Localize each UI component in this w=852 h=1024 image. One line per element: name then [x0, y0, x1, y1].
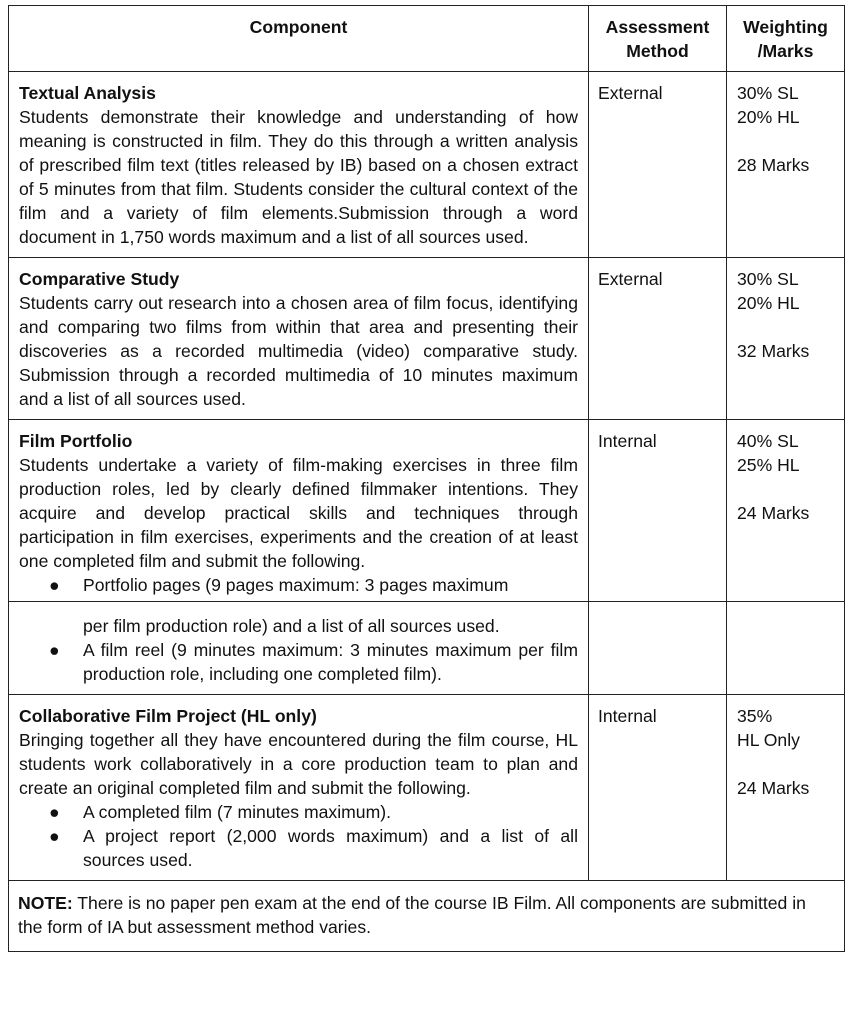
marks-value: 32 Marks [737, 341, 810, 361]
method-cell [589, 258, 727, 420]
weighting-cell [727, 258, 845, 420]
weight-line-2: 20% HL [737, 293, 800, 313]
component-title: Collaborative Film Project (HL only) [19, 706, 317, 726]
bullet-list [19, 638, 578, 686]
weighting-cell [727, 695, 845, 881]
note-text: There is no paper pen exam at the end of the course IB Film. All components are submitted in the form of IA but assessment method varies. [18, 893, 806, 937]
table-row [9, 72, 845, 258]
table-row [9, 258, 845, 420]
component-description: Students carry out research into a chosen area of film focus, identifying and comparing two films from within that area and presenting their discoveries as a recorded multimedia (video) comparative study. Submission through a recorded multimedia of 10 minutes maximum and a list of all sources used. [19, 293, 578, 409]
weighting-cell [727, 602, 845, 695]
component-cell [9, 695, 589, 881]
bullet-icon: ● [49, 575, 60, 595]
component-cell [9, 602, 589, 695]
weight-line-2: HL Only [737, 730, 800, 750]
header-weight-line2: /Marks [757, 41, 814, 61]
method-cell [589, 420, 727, 602]
marks-value: 24 Marks [737, 503, 810, 523]
method-cell [589, 602, 727, 695]
header-row [9, 6, 845, 72]
method-value: Internal [598, 431, 657, 451]
component-cell [9, 72, 589, 258]
method-value: External [598, 83, 663, 103]
method-value: External [598, 269, 663, 289]
bullet-icon: ● [49, 640, 60, 660]
weighting-cell [727, 420, 845, 602]
component-description: Bringing together all they have encountered during the film course, HL students work collaboratively in a core production team to plan and create an original completed film and submit the following. [19, 730, 578, 798]
list-item [19, 638, 578, 686]
component-description: Students demonstrate their knowledge and understanding of how meaning is constructed in film. They do this through a written analysis of prescribed film text (titles released by IB) based on a chosen extract of 5 minutes from that film. Students consider the cultural context of the film and a variety of film elements.Submission through a word document in 1,750 words maximum and a list of all sources used. [19, 107, 578, 247]
method-cell [589, 695, 727, 881]
list-item [19, 573, 578, 597]
bullet-icon: ● [49, 826, 60, 846]
bullet-list [19, 800, 578, 872]
table-row-continuation [9, 602, 845, 695]
method-cell [589, 72, 727, 258]
assessment-table [8, 5, 845, 952]
method-value: Internal [598, 706, 657, 726]
weight-line-2: 20% HL [737, 107, 800, 127]
header-component [9, 6, 589, 72]
weight-line-1: 40% SL [737, 431, 799, 451]
header-method [589, 6, 727, 72]
bullet-text: A film reel (9 minutes maximum: 3 minutes maximum per film production role, including one completed film). [83, 640, 578, 684]
note-row [9, 881, 845, 952]
marks-value: 24 Marks [737, 778, 810, 798]
component-title: Comparative Study [19, 269, 180, 289]
table-row [9, 695, 845, 881]
note-cell [9, 881, 845, 952]
component-description: Students undertake a variety of film-making exercises in three film production roles, led by clearly defined filmmaker intentions. They acquire and develop practical skills and techniques through participation in film exercises, experiments and the creation of at least one completed film and submit the following. [19, 455, 578, 571]
bullet-text: Portfolio pages (9 pages maximum: 3 pages maximum [83, 575, 509, 595]
weighting-cell [727, 72, 845, 258]
bullet-icon: ● [49, 802, 60, 822]
header-weight-line1: Weighting [743, 17, 828, 37]
marks-value: 28 Marks [737, 155, 810, 175]
bullet-text: A completed film (7 minutes maximum). [83, 802, 391, 822]
weight-line-1: 30% SL [737, 83, 799, 103]
weight-line-2: 25% HL [737, 455, 800, 475]
list-item [19, 800, 578, 824]
bullet-list [19, 573, 578, 597]
weight-line-1: 30% SL [737, 269, 799, 289]
header-weighting [727, 6, 845, 72]
header-method-line1: Assessment [605, 17, 710, 37]
component-title: Textual Analysis [19, 83, 156, 103]
header-component-label: Component [249, 17, 348, 37]
weight-line-1: 35% [737, 706, 773, 726]
component-cell [9, 258, 589, 420]
bullet-continuation: per film production role) and a list of all sources used. [83, 616, 500, 636]
list-item [19, 824, 578, 872]
component-cell [9, 420, 589, 602]
component-title: Film Portfolio [19, 431, 133, 451]
bullet-text: A project report (2,000 words maximum) and a list of all sources used. [83, 826, 578, 870]
table-row [9, 420, 845, 602]
note-label: NOTE: [18, 893, 73, 913]
header-method-line2: Method [626, 41, 689, 61]
